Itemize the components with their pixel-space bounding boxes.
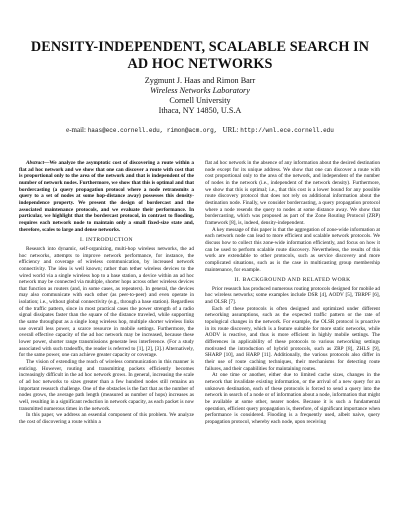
intro-paragraph-3: In this paper, we address an essential component of this problem. We analyze the cost of discovering a route within a [19, 412, 194, 425]
background-paragraph-2: Each of these protocols is often designed and optimized under different networking assumptions, such as the expected traffic pattern or the rate of topological changes in the network. For example, the OLSR protocol is proactive in its route discovery, which is a feature suitable for more static networks, while AODV is reactive, and thus is more efficient in highly mobile settings. The differences in applicability of these protocols to various networking settings motivated the introduction of hybrid protocols, such as ZRP [8], ZHLS [9], SHARP [10], and HARP [11]. Additionally, the various protocols also differ in their use of route caching techniques, their mechanisms for detecting route failures, and their capabilities for maintaining routes. [205, 305, 380, 372]
right-paragraph-2: A key message of this paper is that the aggregation of zone-wide information at each network node can lead to more efficient and scalable network protocols. We discuss how to collect this zone-wide information efficiently, and focus on how it can be used to perform scalable route discovery. Nevertheless, the results of this work are extendable to other protocols, such as service discovery and more complicated situations, such as is the case in multicasting group membership maintenance, for example. [205, 226, 380, 273]
background-paragraph-1: Prior research has produced numerous routing protocols designed for mobile ad hoc wireless networks; some examples include DSR [4], AODV [5], TBRPF [6], and OLSR [7]. [205, 285, 380, 306]
abstract-lead: Abstract [26, 160, 45, 166]
paper-title: DENSITY-INDEPENDENT, SCALABLE SEARCH IN AD HOC NETWORKS [30, 39, 370, 72]
intro-paragraph-1: Research into dynamic, self-organizing, multi-hop wireless networks, the ad hoc networks, attempts to improve network performance, for instance, the efficiency and coverage of wireless communication, by increased network connectivity. The idea is well known; rather than tether wireless devices to the wired world via a single wireless hop to a base station, a device within an ad hoc network may be connected via multiple, shorter hops across other wireless devices that function as routers (and, in some cases, as repeaters). In general, the devices may also communicate with each other (as peer-to-peer) and even operate in isolation; i.e., without global connectivity (e.g., through a base station). Regardless of the traffic pattern, since in most practical cases the power strength of a radio signal dissipates faster than the square of the distance traveled, while supporting the same throughput as a single long wireless hop, multiple shorter wireless links use overall less power, a scarce resource in mobile settings. Furthermore, the overall effective capacity of the ad hoc network may be increased, because these lower power, shorter range transmissions generate less interference. (For a study associated with such tradeoffs, the reader is referred to [1], [2], [3].) Alternatively, for the same power, one can achieve greater capacity or coverage. [19, 245, 194, 359]
abstract [19, 160, 194, 233]
section-heading-background: II. BACKGROUND AND RELATED WORK [234, 277, 351, 284]
author-block [20, 76, 380, 116]
left-column [19, 160, 194, 426]
background-paragraph-3: At one time or another, either due to limited cache sizes, changes in the network that invalidate existing information, or the arrival of a new query for an unknown destination, each of these protocols is forced to send a query into the network in search of a node or of information about a node, information that might be available at some other, nearer nodes. Because it is such a fundamental operation, efficient query propagation is, therefore, of significant importance when performance is considered. Flooding is a frequently used, albeit naive, query propagation protocol, whereby each node, upon receiving [205, 372, 380, 425]
section-heading-introduction: I. INTRODUCTION [80, 237, 133, 244]
author-names: Zygmunt J. Haas and Rimon Barr [144, 76, 256, 85]
abstract-text: —We analyze the asymptotic cost of discovering a route within a flat ad hoc network and we show that one can discover a route with cost that is proportional only to the area of the network and that is independent of the number of network nodes. Furthermore, we show that this is optimal and that bordercasting (a query propagation protocol where a node retransmits a query to a set of nodes at some hop-distance away) possesses this density-independence property. We present the design of bordercast and the associated maintenance protocols, and we evaluate their performance. In particular, we highlight that the bordercast protocol, in contrast to flooding, requires each network node to maintain only a small fixed-size state and, therefore, scales to large and dense networks. [19, 160, 194, 233]
lab-url: http://wnl.ece.cornell.edu [240, 127, 334, 134]
url-label: URL: [222, 126, 239, 134]
email-label: e-mail: [66, 126, 86, 134]
right-paragraph-1: flat ad hoc network in the absence of any information about the desired destination node except for its unique address. We show that one can discover a route with cost proportional only to the area of the network, and independent of the number of nodes in the network (i.e., independent of the network density). Furthermore, we show that this is optimal; i.e., that this cost is a lower bound for any possible route discovery protocol that does not rely on additional information about the destination node. Finally, we consider bordercasting, a query propagation protocol where a node resends the query to nodes at some distance away. We show that bordercasting, which was proposed as part of the Zone Routing Protocol (ZRP) framework [8], is, indeed, density-independent. [205, 160, 380, 226]
intro-paragraph-2: The vision of extending the reach of wireless communication in this manner is enticing. However, routing and transmitting packets efficiently becomes increasingly difficult in the ad hoc network grows. In general, increasing the scale of ad hoc networks to sizes greater than a few hundred nodes still remains an important research challenge. One of the obstacles is the fact that as the number of nodes grows, the average path length (measured as number of hops) increases as well, resulting in a significant reduction in network capacity, as each packet is now transmitted numerous times in the network. [19, 359, 194, 412]
email-addresses: haas@ece.cornell.edu, rimon@acm.org, [87, 127, 218, 134]
affiliation-university: Cornell University [169, 96, 231, 105]
contact-line [20, 126, 380, 135]
affiliation-lab: Wireless Networks Laboratory [150, 86, 250, 95]
affiliation-location: Ithaca, NY 14850, U.S.A [158, 106, 242, 115]
right-column [205, 160, 380, 426]
